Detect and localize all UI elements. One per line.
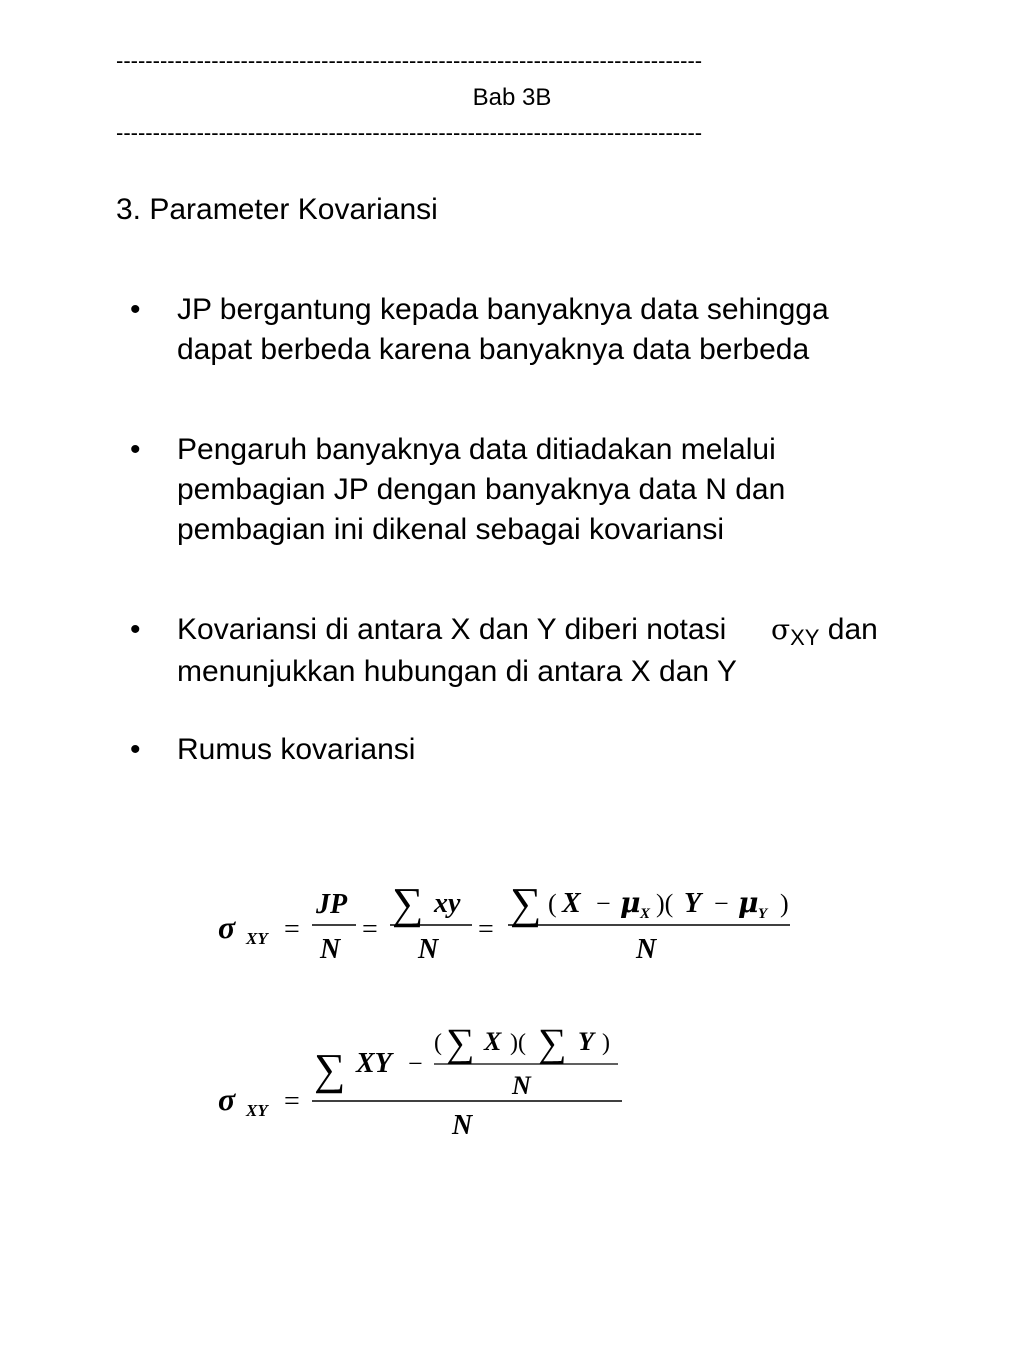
frac3-denominator: N [636,934,657,965]
paren-close: ) [602,1030,610,1056]
paren-open: ( [548,889,557,918]
frac2-denominator: N [418,934,439,965]
paren-open: ( [434,1030,442,1056]
header-rule-bottom: -------------------------------------------------------------------------------- [116,120,703,145]
bullet-line: dapat berbeda karena banyaknya data berbeda [177,333,810,366]
mu-x-sub: X [640,906,651,922]
bullet-line: menunjukkan hubungan di antara X dan Y [177,655,737,688]
paren-mid: )( [656,889,674,918]
bullet-marker: • [130,293,141,326]
bullet-marker: • [130,733,141,766]
bullet-marker: • [130,613,141,646]
equals-sign: = [362,914,378,945]
bullet-line: pembagian JP dengan banyaknya data N dan [177,473,786,506]
frac1-denominator: N [320,934,341,965]
minus-sign: − [408,1049,423,1078]
equals-sign: = [284,1086,300,1117]
bullet-line-start: Kovariansi di antara X dan Y diberi notasi [177,613,727,646]
frac1-numerator: JP [316,889,348,920]
sigma-lhs: σ [218,1081,236,1117]
sigma-lhs-sub: XY [246,1101,268,1120]
bullet-line: JP bergantung kepada banyaknya data sehingga [177,293,829,326]
paren-close: ) [780,889,789,918]
minus-sign: − [714,889,729,918]
formula-2 [218,1020,622,1141]
var-x: X [562,888,581,919]
sigma-symbol: σ [770,613,791,646]
frac2-numerator: xy [434,888,461,919]
sum-sign: ∑ [446,1020,475,1065]
equals-sign: = [478,914,494,945]
sigma-lhs-sub: XY [246,929,268,948]
sigma-subscript: XY [790,625,820,650]
paren-mid: )( [510,1030,526,1056]
var-x: X [484,1027,502,1056]
section-title: 3. Parameter Kovariansi [116,193,438,226]
sum-sign: ∑ [392,879,424,928]
bullet-marker: • [130,433,141,466]
inner-denominator: N [512,1071,531,1100]
bullet-line: pembagian ini dikenal sebagai kovariansi [177,513,725,546]
sum-sign: ∑ [314,1045,346,1094]
equals-sign: = [284,914,300,945]
sum-sign: ∑ [538,1020,567,1065]
mu-y-sub: Y [758,906,768,922]
formula-1 [218,879,790,965]
var-y: Y [578,1027,594,1056]
var-xy: XY [356,1048,392,1079]
mu-y: μ [738,886,759,919]
bullet-line: Rumus kovariansi [177,733,416,766]
sum-sign: ∑ [510,879,542,928]
mu-x: μ [620,886,641,919]
minus-sign: − [596,889,611,918]
chapter-heading: Bab 3B [472,84,552,111]
outer-denominator: N [452,1110,473,1141]
var-y: Y [684,888,702,919]
bullet-line-end: dan [827,613,878,646]
header-rule-top: -------------------------------------------------------------------------------- [116,48,703,73]
bullet-line: Pengaruh banyaknya data ditiadakan melalui [177,433,776,466]
sigma-lhs: σ [218,909,236,945]
